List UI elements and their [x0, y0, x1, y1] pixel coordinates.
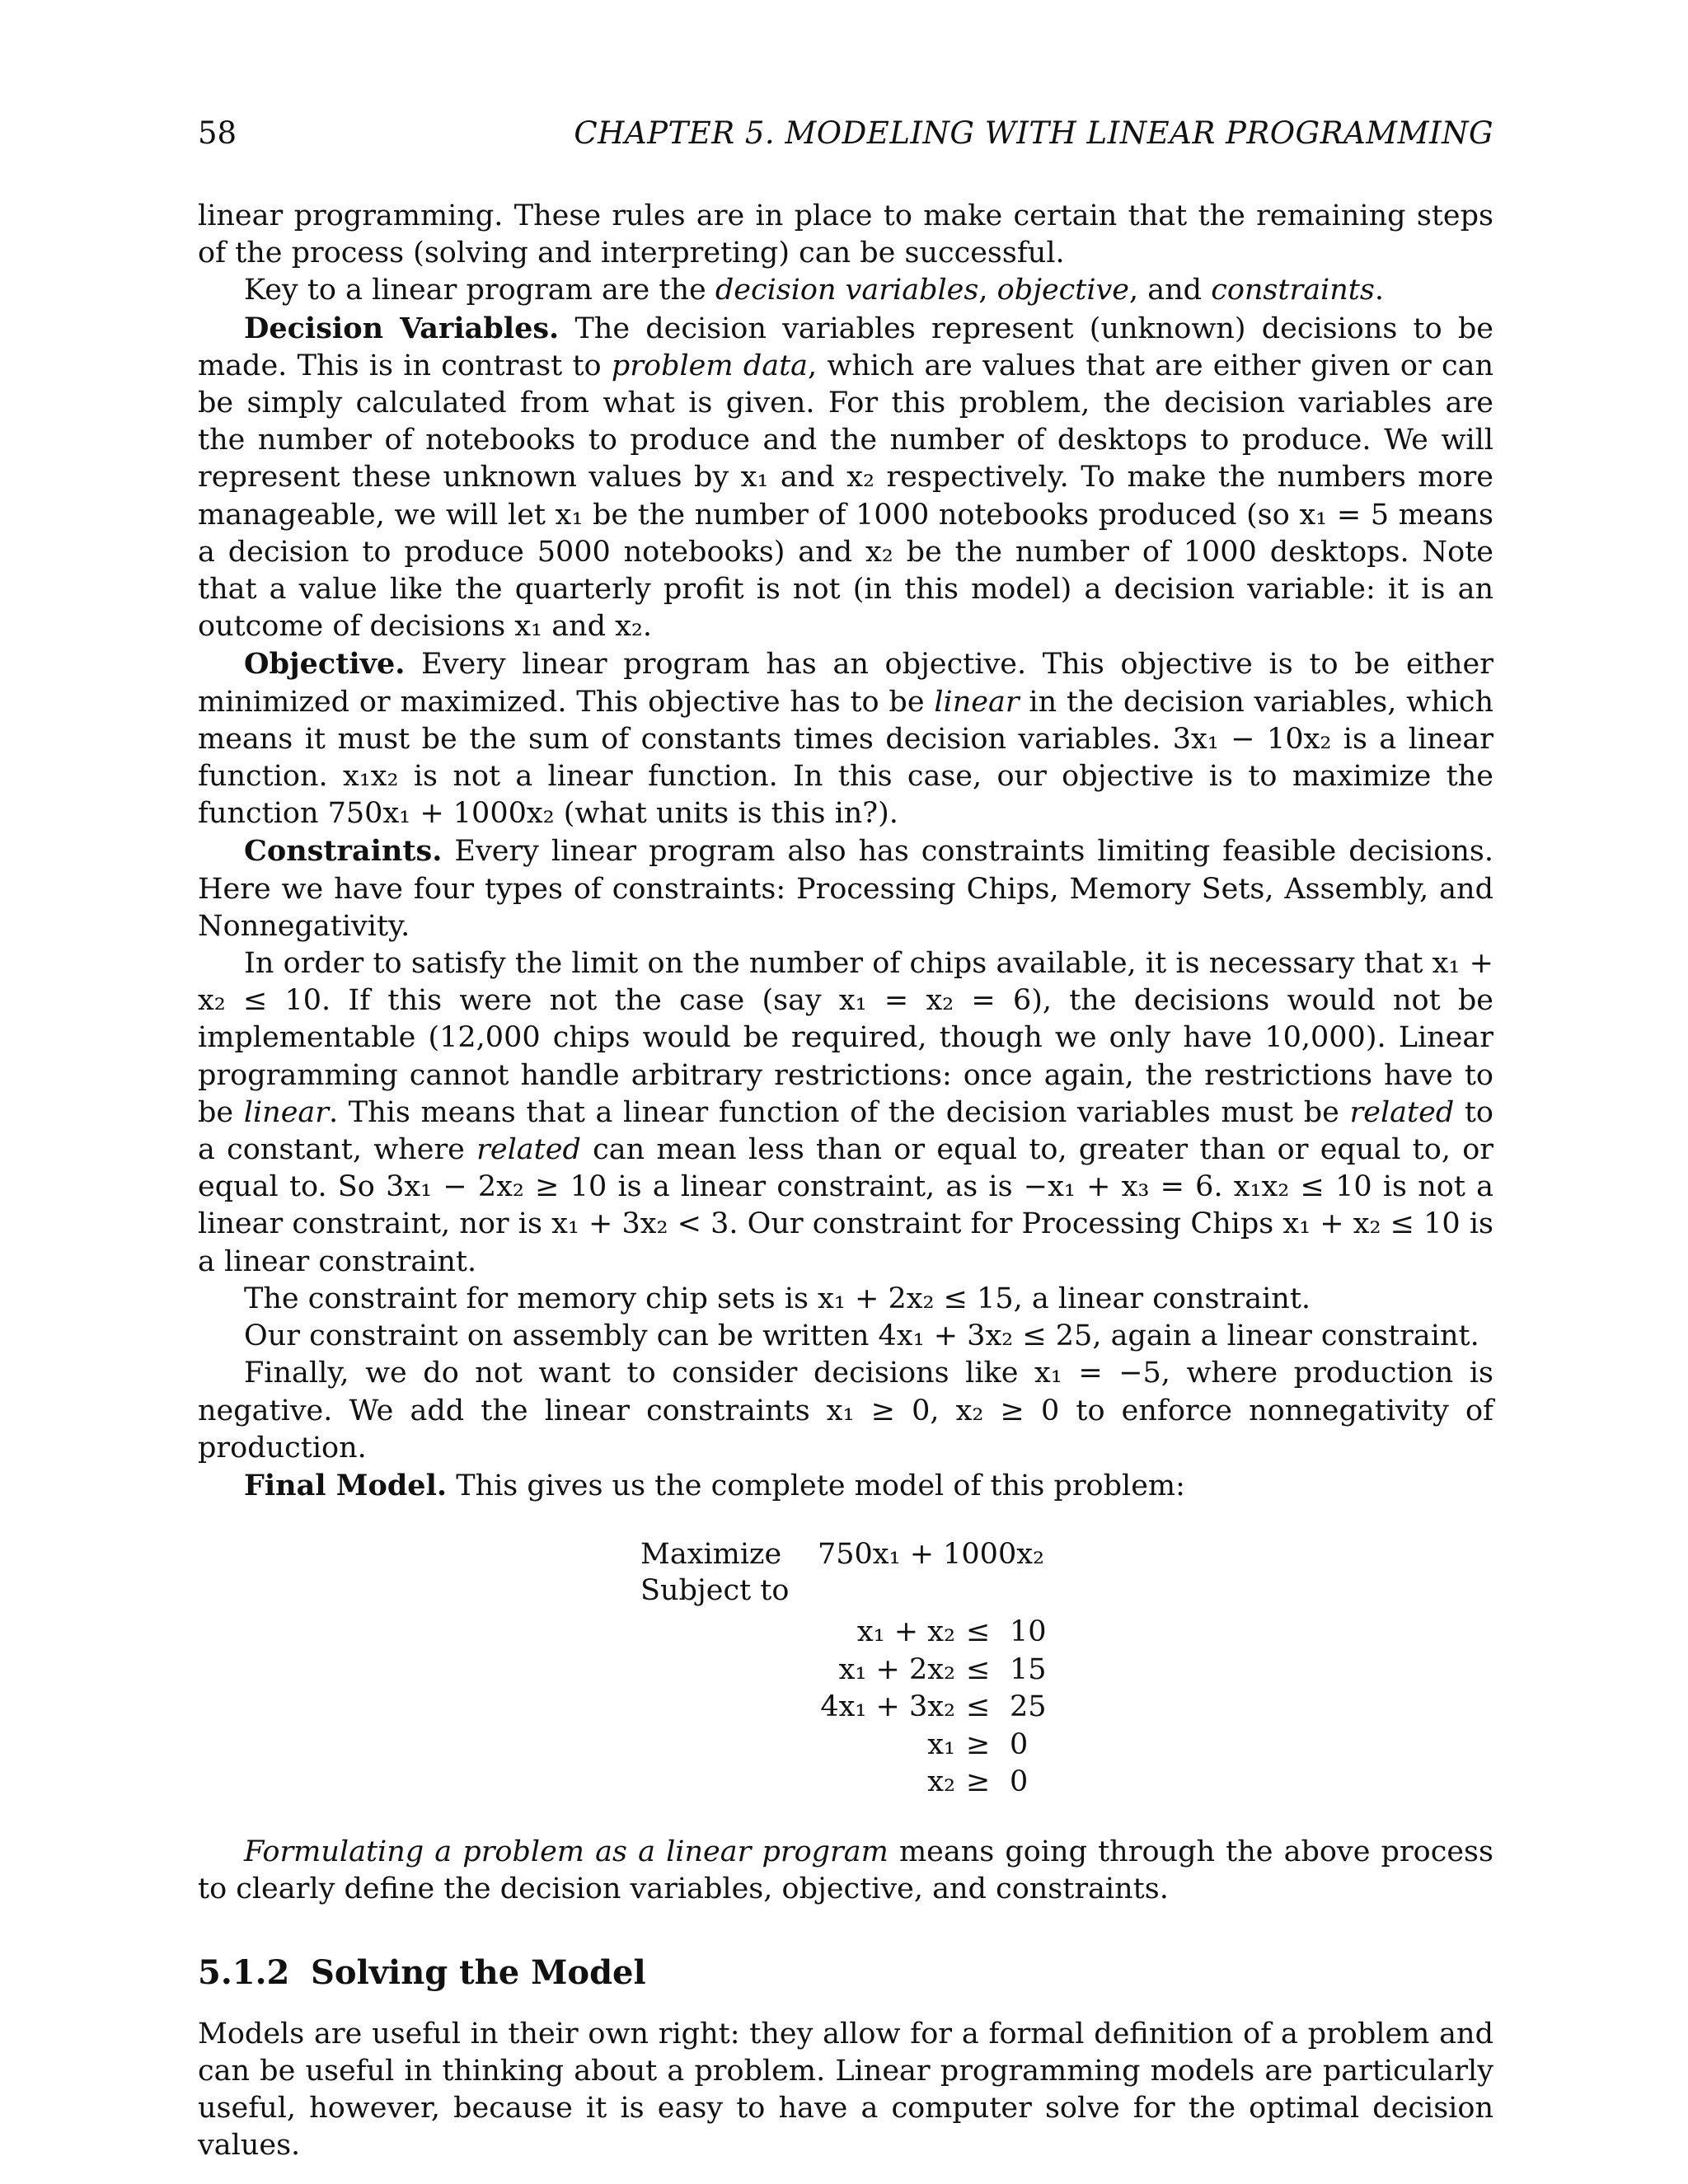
text-run: The decision variables represent (unknown) decisions to be made. This is in contrast to: [198, 312, 1493, 382]
emphasis: constraints: [1211, 274, 1375, 307]
constraint-rhs: 0: [1010, 1765, 1029, 1799]
paragraph-constraints: [198, 832, 1493, 945]
constraint-rhs: 10: [1010, 1615, 1047, 1649]
emphasis: Formulating a problem as a linear program: [244, 1835, 889, 1869]
constraint-relation: ≥: [966, 1727, 991, 1761]
text-run: This gives us the complete model of this problem:: [447, 1469, 1185, 1502]
constraint-lhs: x₁ + 2x₂: [838, 1652, 955, 1686]
subject-to-label: Subject to: [640, 1574, 790, 1608]
text-run: means going through the above process to clearly define the decision variables, objective, and constraints.: [198, 1835, 1493, 1906]
constraint-relation: ≤: [966, 1690, 991, 1724]
text-run: . This means that a linear function of the decision variables must be: [329, 1095, 1350, 1129]
emphasis: objective: [996, 274, 1130, 307]
run-in-heading: Decision Variables.: [244, 311, 560, 345]
text-run: , and: [1129, 274, 1212, 307]
text-run: Every linear program also has constraints limiting feasible decisions. Here we have four types of constraints: Processing Chips, Memory Sets, Assembly, and Nonnegativity.: [198, 835, 1493, 943]
constraint-rhs: 15: [1010, 1652, 1047, 1686]
page-number: 58: [198, 115, 237, 151]
text-run: can mean less than or equal to, greater than or equal to, or equal to. So 3x₁ − 2x₂ ≥ 10 is a linear constraint, as is −x₁ + x₃ = 6. x₁x₂ ≤ 10 is not a linear constraint, nor is x₁ + 3x₂ < 3. Our constraint for Processing Chips x₁ + x₂ ≤ 10 is a linear constraint.: [198, 1133, 1494, 1278]
run-in-heading: Final Model.: [244, 1468, 448, 1502]
paragraph-decision-variables: [198, 310, 1493, 646]
text-run: .: [1374, 274, 1384, 307]
text-run: Key to a linear program are the: [244, 274, 715, 307]
paragraph-continued: linear programming. These rules are in place to make certain that the remaining steps of the process (solving and interpreting) can be successful.: [198, 199, 1493, 270]
constraint-lhs: x₁ + x₂: [856, 1615, 955, 1649]
emphasis: related: [1349, 1095, 1455, 1129]
text-run: In order to satisfy the limit on the number of chips available, it is necessary that x₁ + x₂ ≤ 10. If this were not the case (say x₁ = x₂ = 6), the decisions would not be implementable (12,000 chips would be required, though we only have 10,000). Linear programming cannot handle arbitrary restrictions: once again, the restrictions have to be: [198, 947, 1493, 1129]
running-title: CHAPTER 5. MODELING WITH LINEAR PROGRAMMING: [574, 115, 1493, 151]
constraint-rhs: 25: [1010, 1690, 1047, 1724]
section-number: 5.1.2: [198, 1952, 290, 1992]
section-heading: [198, 1953, 1493, 1996]
constraint-lhs: x₂: [927, 1765, 955, 1799]
text-run: ,: [978, 274, 997, 307]
text-run: , which are values that are either given or can be simply calculated from what is given. For this problem, the decision variables are the number of notebooks to produce and the number of desktops to produce. We will represent these unknown values by x₁ and x₂ respectively. To make the numbers more manageable, we will let x₁ be the number of 1000 notebooks produced (so x₁ = 5 means a decision to produce 5000 notebooks) and x₂ be the number of 1000 desktops. Note that a value like the quarterly profit is not (in this model) a decision variable: it is an outcome of decisions x₁ and x₂.: [198, 349, 1493, 644]
text-run: in the decision variables, which means it must be the sum of constants times decision variables. 3x₁ − 10x₂ is a linear function. x₁x₂ is not a linear function. In this case, our objective is to maximize the function 750x₁ + 1000x₂ (what units is this in?).: [198, 685, 1493, 831]
objective-function: 750x₁ + 1000x₂: [818, 1538, 1044, 1572]
emphasis: linear: [934, 685, 1020, 719]
paragraph-memory-constraint: The constraint for memory chip sets is x₁ + 2x₂ ≤ 15, a linear constraint.: [244, 1282, 1311, 1315]
paragraph-chip-constraint: [198, 945, 1493, 1281]
maximize-label: Maximize: [640, 1538, 782, 1572]
paragraph-formulating: [198, 1834, 1493, 1908]
constraint-relation: ≤: [966, 1652, 991, 1686]
body-text: [198, 198, 1493, 2164]
text-run: Every linear program has an objective. This objective is to be either minimized or maximized. This objective has to be: [198, 648, 1493, 719]
section-title: Solving the Model: [311, 1952, 646, 1992]
constraint-relation: ≥: [966, 1765, 991, 1799]
emphasis: problem data: [611, 349, 809, 382]
paragraph-key-elements: [198, 272, 1493, 309]
constraint-relation: ≤: [966, 1615, 991, 1649]
constraint-lhs: 4x₁ + 3x₂: [820, 1690, 955, 1724]
text-run: to a constant, where: [198, 1095, 1493, 1167]
run-in-heading: Constraints.: [244, 834, 443, 869]
paragraph-solving-intro: Models are useful in their own right: they allow for a formal definition of a problem and can be useful in thinking about a problem. Linear programming models are particularly useful, however, because it is easy to have a computer solve for the optimal decision values.: [198, 2017, 1493, 2163]
lp-model-display: [198, 1526, 1493, 1809]
paragraph-final-model: [198, 1467, 1493, 1505]
paragraph-assembly-constraint: Our constraint on assembly can be written 4x₁ + 3x₂ ≤ 25, again a linear constraint.: [244, 1319, 1479, 1353]
emphasis: related: [476, 1133, 581, 1167]
page-header: [198, 115, 1493, 157]
emphasis: decision variables: [715, 274, 979, 307]
run-in-heading: Objective.: [244, 647, 406, 682]
constraint-rhs: 0: [1010, 1727, 1029, 1761]
paragraph-objective: [198, 645, 1493, 832]
constraint-lhs: x₁: [927, 1727, 955, 1761]
paragraph-nonnegativity: Finally, we do not want to consider decisions like x₁ = −5, where production is negative. We add the linear constraints x₁ ≥ 0, x₂ ≥ 0 to enforce nonnegativity of production.: [198, 1357, 1493, 1465]
emphasis: linear: [243, 1095, 330, 1129]
